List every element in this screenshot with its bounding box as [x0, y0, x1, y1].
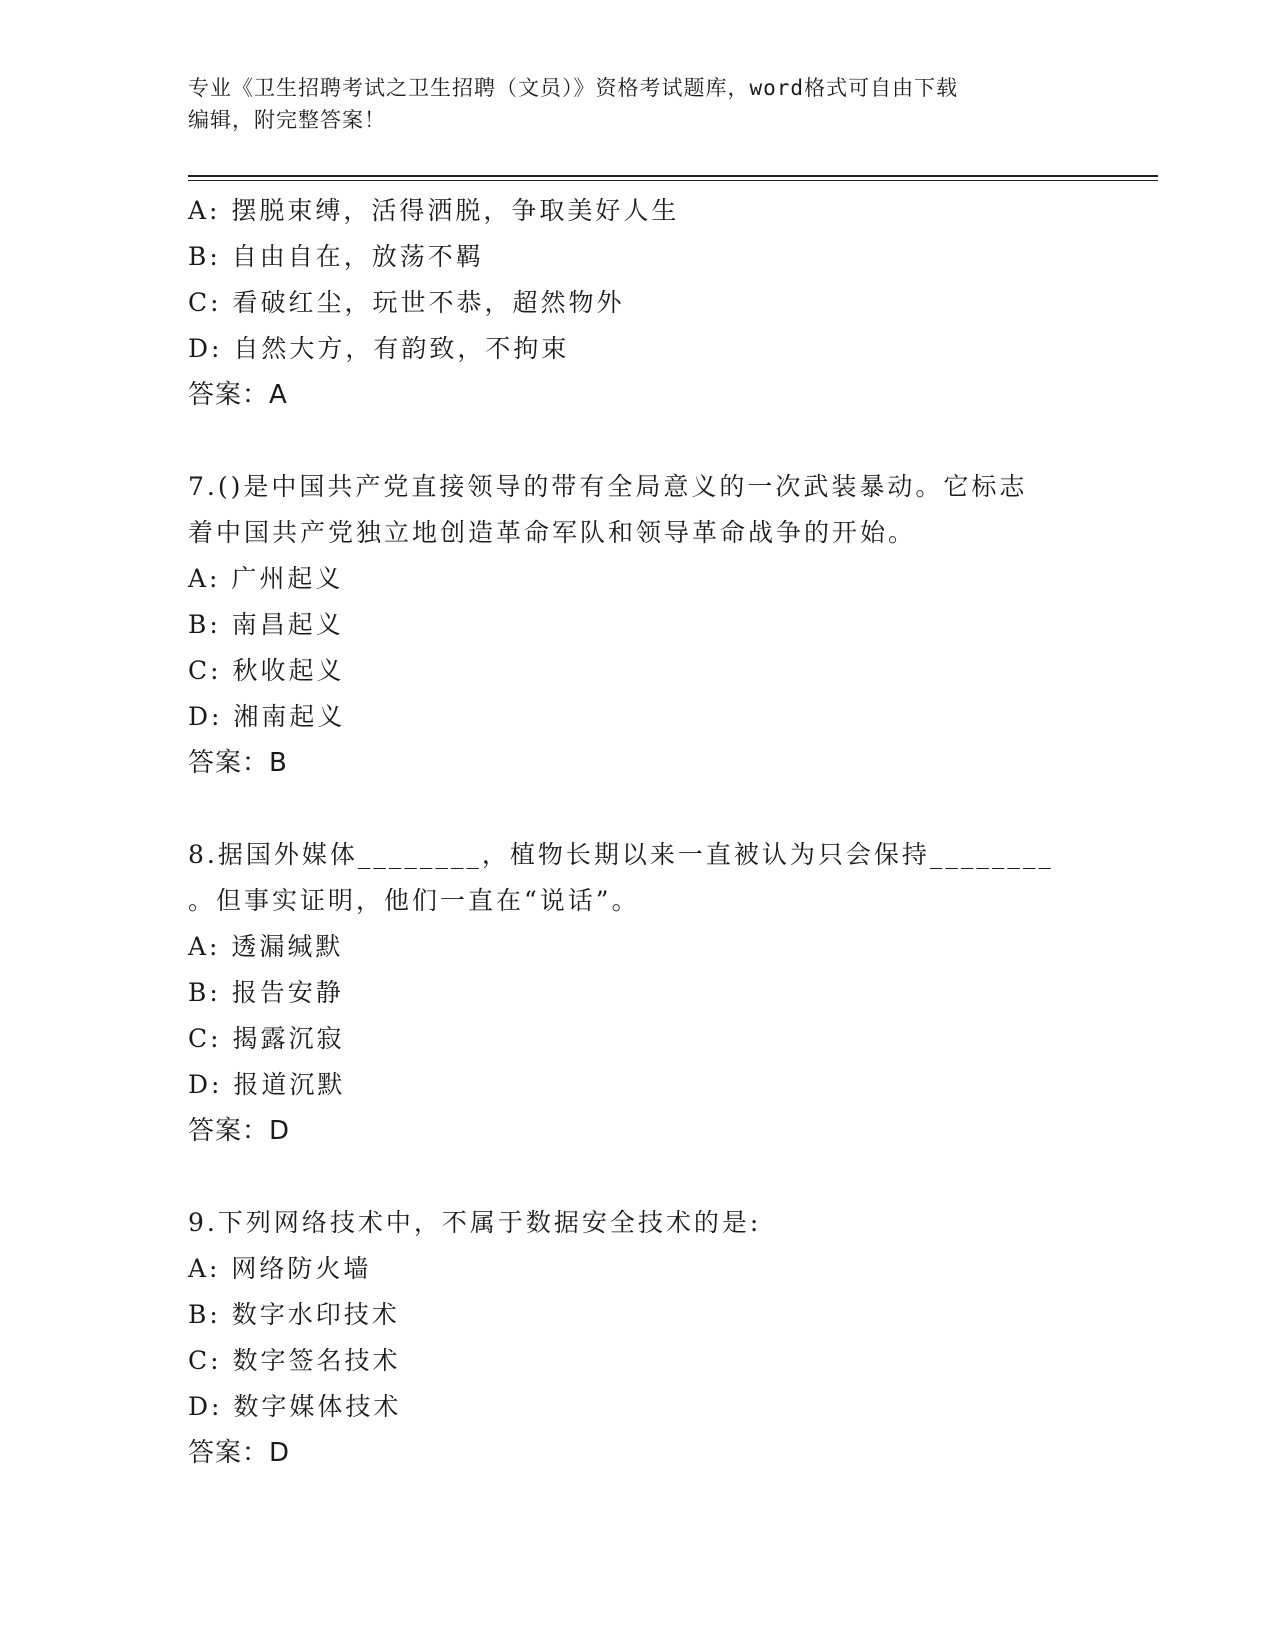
question-6	[188, 188, 1088, 418]
question-7	[188, 464, 1088, 786]
option-d: D: 报道沉默	[188, 1070, 346, 1099]
option-c: C: 数字签名技术	[188, 1346, 401, 1375]
option-d: D: 湘南起义	[188, 702, 346, 731]
option-c: C: 揭露沉寂	[188, 1024, 345, 1053]
question-stem: 7.()是中国共产党直接领导的带有全局意义的一次武装暴动。它标志	[188, 472, 1028, 501]
header-rule-thick	[188, 175, 1158, 177]
answer-line: 答案：D	[188, 1438, 291, 1468]
question-list	[188, 188, 1088, 1476]
answer-line: 答案：D	[188, 1116, 291, 1146]
option-b: B: 南昌起义	[188, 610, 344, 639]
header-line-2: 编辑，附完整答案！	[188, 108, 386, 132]
option-a: A: 广州起义	[188, 564, 344, 593]
option-b: B: 数字水印技术	[188, 1300, 400, 1329]
option-b: B: 报告安静	[188, 978, 344, 1007]
option-a: A: 摆脱束缚，活得洒脱，争取美好人生	[188, 196, 680, 225]
option-a: A: 网络防火墙	[188, 1254, 372, 1283]
option-c: C: 看破红尘，玩世不恭，超然物外	[188, 288, 625, 317]
option-a: A: 透漏缄默	[188, 932, 344, 961]
spacer	[188, 1154, 1088, 1200]
option-b: B: 自由自在，放荡不羁	[188, 242, 484, 271]
option-d: D: 自然大方，有韵致，不拘束	[188, 334, 570, 363]
spacer	[188, 786, 1088, 832]
question-8	[188, 832, 1088, 1154]
question-9	[188, 1200, 1088, 1476]
header-line-1: 专业《卫生招聘考试之卫生招聘（文员）》资格考试题库，word格式可自由下载	[188, 76, 959, 100]
question-stem: 9.下列网络技术中，不属于数据安全技术的是:	[188, 1208, 762, 1237]
option-d: D: 数字媒体技术	[188, 1392, 402, 1421]
answer-line: 答案：B	[188, 748, 288, 778]
question-stem: 8.据国外媒体________，植物长期以来一直被认为只会保持________	[188, 840, 1054, 869]
header-rule-thin	[188, 180, 1158, 181]
document-header	[188, 72, 1068, 136]
spacer	[188, 418, 1088, 464]
question-stem-continued: 。但事实证明，他们一直在“说话”。	[188, 886, 640, 915]
answer-line: 答案：A	[188, 380, 288, 410]
option-c: C: 秋收起义	[188, 656, 345, 685]
question-stem-continued: 着中国共产党独立地创造革命军队和领导革命战争的开始。	[188, 518, 917, 547]
